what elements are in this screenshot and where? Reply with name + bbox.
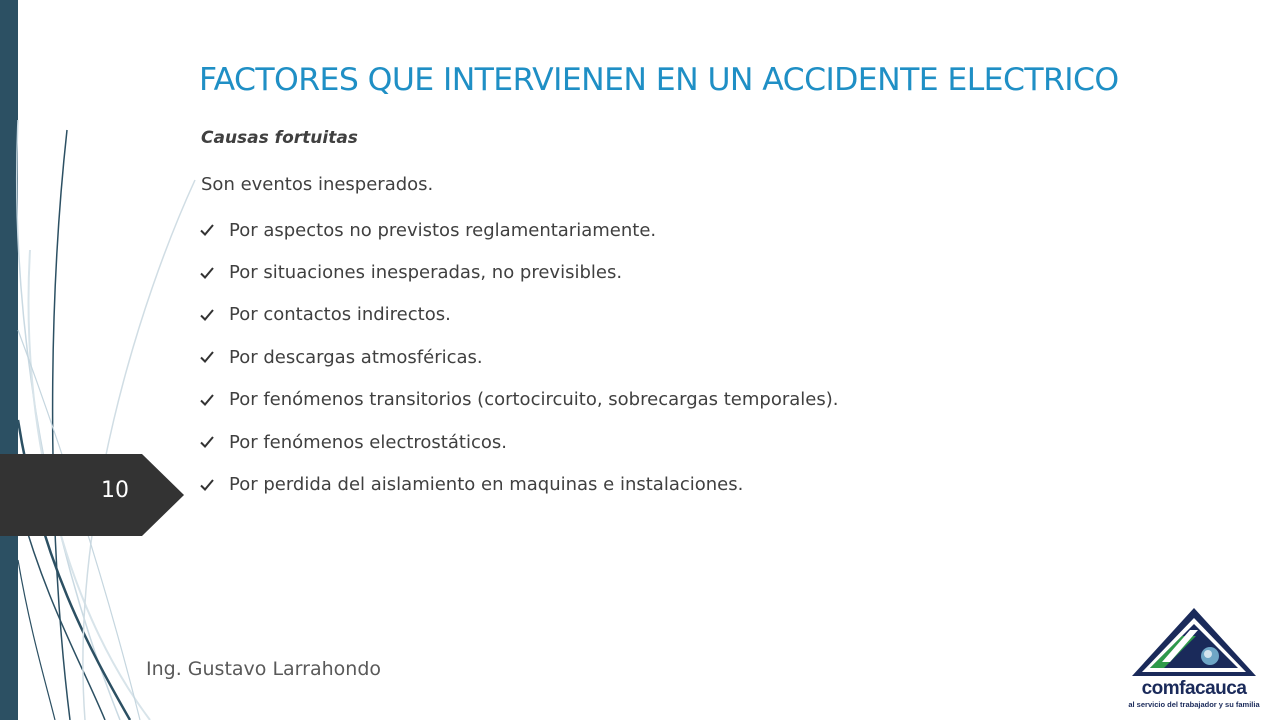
intro-text: Son eventos inesperados. [201, 174, 434, 195]
logo-name: comfacauca [1141, 678, 1247, 699]
list-item-text: Por aspectos no previstos reglamentariamente. [229, 219, 657, 241]
slide-subtitle: Causas fortuitas [201, 128, 358, 148]
checkmark-icon [199, 349, 215, 365]
list-item [199, 336, 839, 378]
decorative-swooshes [0, 0, 200, 720]
checkmark-icon [199, 434, 215, 450]
checkmark-icon [199, 477, 215, 493]
slide-title: FACTORES QUE INTERVIENEN EN UN ACCIDENTE ELECTRICO [199, 62, 1119, 98]
list-item [199, 251, 839, 293]
list-item-text: Por fenómenos transitorios (cortocircuito, sobrecargas temporales). [229, 389, 839, 411]
list-item [199, 379, 839, 421]
list-item [199, 421, 839, 463]
footer-author: Ing. Gustavo Larrahondo [146, 658, 382, 680]
list-item-text: Por contactos indirectos. [229, 304, 451, 326]
logo-tagline: al servicio del trabajador y su familia [1128, 700, 1260, 709]
list-item-text: Por situaciones inesperadas, no previsibles. [229, 262, 623, 284]
checkmark-icon [199, 307, 215, 323]
causes-list [199, 209, 839, 506]
list-item [199, 294, 839, 336]
checkmark-icon [199, 222, 215, 238]
checkmark-icon [199, 265, 215, 281]
list-item [199, 463, 839, 505]
checkmark-icon [199, 392, 215, 408]
list-item-text: Por descargas atmosféricas. [229, 346, 483, 368]
list-item-text: Por fenómenos electrostáticos. [229, 431, 507, 453]
list-item [199, 209, 839, 251]
list-item-text: Por perdida del aislamiento en maquinas e instalaciones. [229, 474, 744, 496]
page-number: 10 [101, 478, 129, 503]
